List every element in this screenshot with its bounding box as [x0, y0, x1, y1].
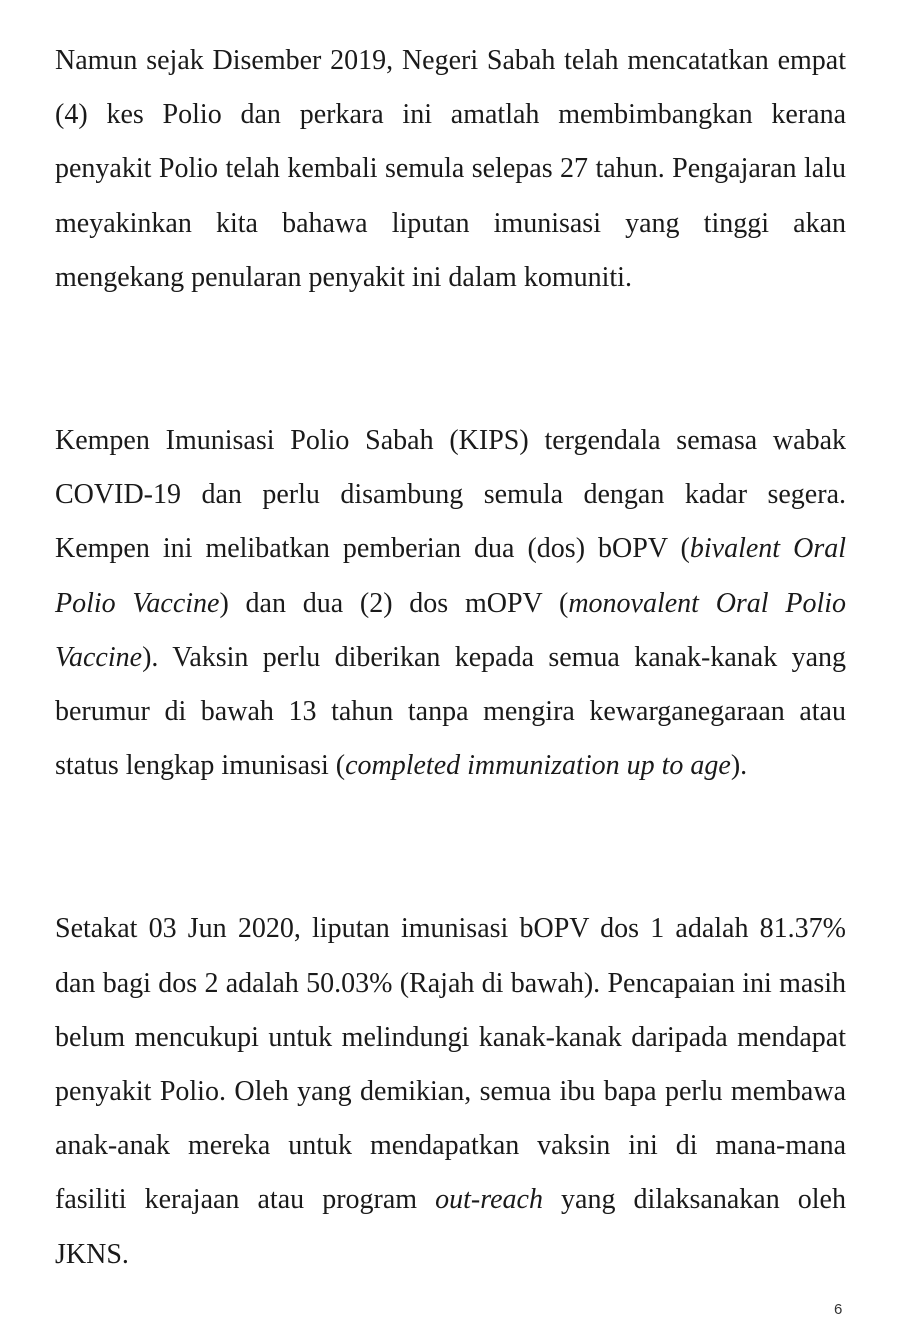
document-page [55, 34, 846, 1282]
paragraph-text: ) dan dua (2) dos mOPV ( [219, 587, 569, 619]
italic-term-mopv: monovalent Oral Polio Vaccine [55, 587, 846, 673]
paragraph-text: yang dilaksanakan oleh JKNS. [55, 1184, 846, 1270]
paragraph-coverage [55, 902, 846, 1281]
paragraph-text: Kempen Imunisasi Polio Sabah (KIPS) tergendala semasa wabak COVID-19 dan perlu disambung semula dengan kadar segera. Kempen ini melibatkan pemberian dua (dos) bOPV ( [55, 425, 846, 565]
paragraph-kips-campaign [55, 414, 846, 793]
italic-term-out-reach: out-reach [435, 1184, 543, 1216]
paragraph-text: Setakat 03 Jun 2020, liputan imunisasi bOPV dos 1 adalah 81.37% dan bagi dos 2 adalah 50.03% (Rajah di bawah). Pencapaian ini masih belum mencukupi untuk melindungi kanak-kanak daripada mendapat penyakit Polio. Oleh yang demikian, semua ibu bapa perlu membawa anak-anak mereka untuk mendapatkan vaksin ini di mana-mana fasiliti kerajaan atau program [55, 913, 846, 1216]
italic-term-bopv: bivalent Oral Polio Vaccine [55, 533, 846, 619]
paragraph-text: ). Vaksin perlu diberikan kepada semua kanak-kanak yang berumur di bawah 13 tahun tanpa mengira kewarganegaraan atau status lengkap imunisasi ( [55, 641, 846, 782]
paragraph-polio-cases [55, 34, 846, 305]
paragraph-text: Namun sejak Disember 2019, Negeri Sabah telah mencatatkan empat (4) kes Polio dan perkara ini amatlah membimbangkan kerana penyakit Polio telah kembali semula selepas 27 tahun. Pengajaran lalu meyakinkan kita bahawa liputan imunisasi yang tinggi akan mengekang penularan penyakit ini dalam komuniti. [55, 45, 846, 293]
paragraph-text: ). [730, 750, 748, 782]
italic-term-completed-immunization: completed immunization up to age [345, 750, 731, 782]
page-number: 6 [834, 1301, 843, 1318]
